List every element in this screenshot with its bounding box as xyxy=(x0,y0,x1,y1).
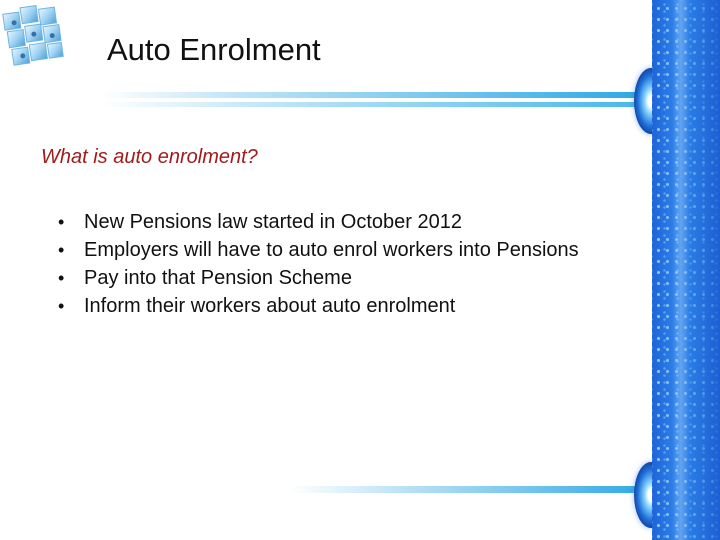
decorative-side-panel xyxy=(652,0,720,540)
header-rule-secondary xyxy=(100,102,656,107)
bullet-text: Pay into that Pension Scheme xyxy=(84,266,352,289)
header-rule xyxy=(100,92,656,98)
panel-highlight xyxy=(672,0,690,540)
bullet-dot-icon: • xyxy=(58,267,65,288)
footer-rule xyxy=(290,486,656,493)
bullet-list xyxy=(58,208,579,320)
bullet-text: New Pensions law started in October 2012 xyxy=(84,210,462,233)
logo-cubes-icon xyxy=(0,0,70,70)
bullet-text: Inform their workers about auto enrolment xyxy=(84,294,456,317)
slide-title: Auto Enrolment xyxy=(107,32,321,67)
bullet-dot-icon: • xyxy=(58,239,65,260)
slide-subtitle: What is auto enrolment? xyxy=(41,146,258,168)
bullet-text: Employers will have to auto enrol workers into Pensions xyxy=(84,238,579,261)
list-item xyxy=(58,264,579,292)
bullet-dot-icon: • xyxy=(58,295,65,316)
list-item xyxy=(58,292,579,320)
bullet-dot-icon: • xyxy=(58,211,65,232)
list-item xyxy=(58,208,579,236)
list-item xyxy=(58,236,579,264)
